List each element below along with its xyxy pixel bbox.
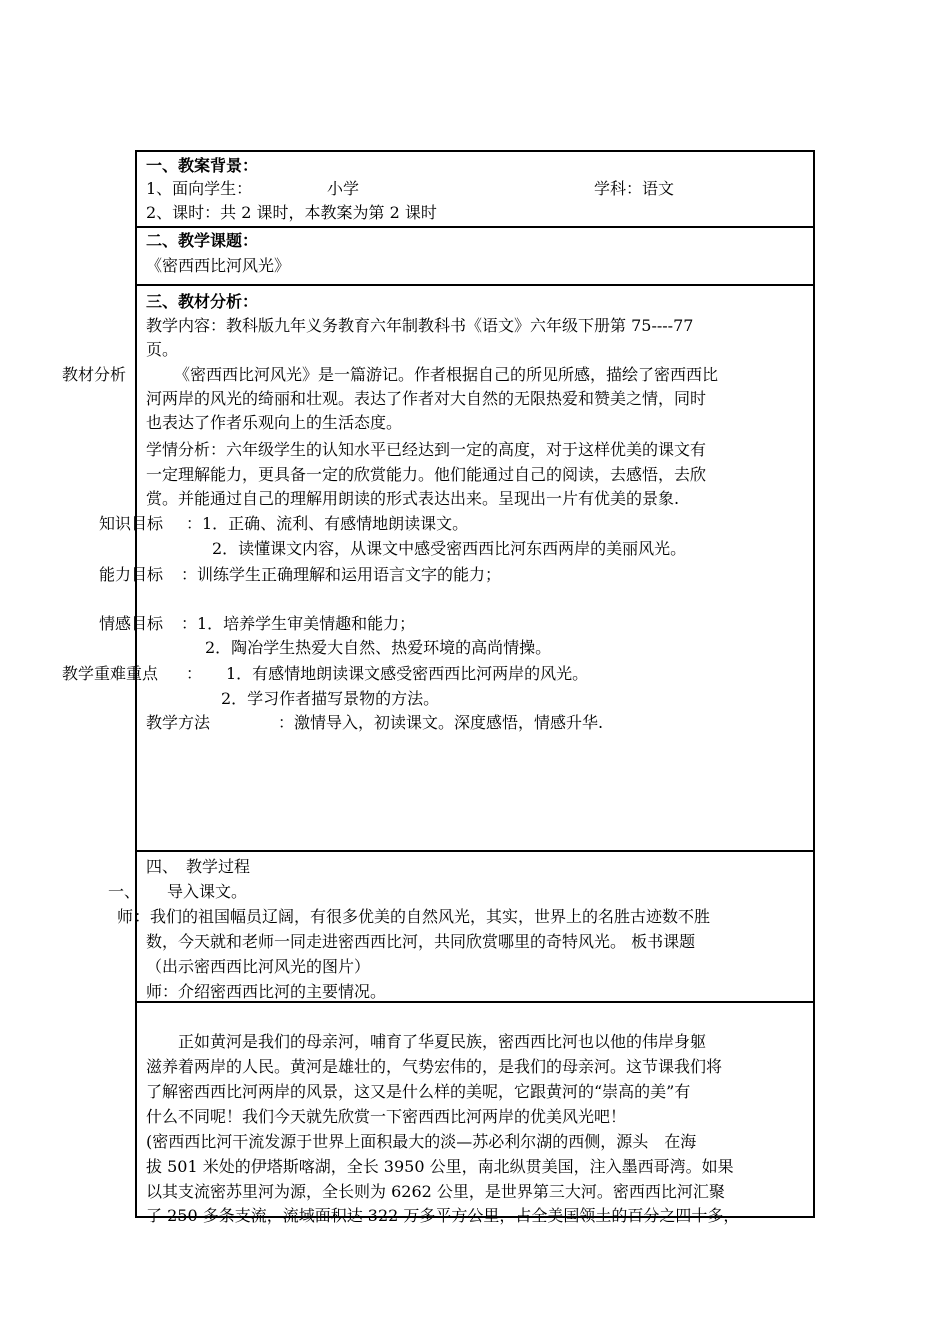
body-line: 了解密西西比河两岸的风景，这又是什么样的美呢，它跟黄河的“崇高的美”有 — [146, 1082, 691, 1101]
keypoint-1: ： 1．有感情地朗读课文感受密西西比河两岸的风光。 — [186, 664, 589, 683]
table-divider — [135, 284, 815, 286]
teacher-label: 师 — [117, 907, 134, 926]
emotion-goal-label: 情感目标 — [99, 614, 164, 633]
content-line: 页。 — [146, 340, 179, 359]
target-students-label: 1、面向学生： — [146, 179, 253, 198]
ability-goal-label: 能力目标 — [99, 565, 164, 584]
intro-line: ：我们的祖国幅员辽阔，有很多优美的自然风光，其实，世界上的名胜古迹数不胜 — [134, 907, 711, 926]
keypoint-2: 2．学习作者描写景物的方法。 — [221, 689, 440, 708]
method-text: ：激情导入，初读课文。深度感悟，情感升华. — [278, 713, 604, 732]
knowledge-goal-1: ：1．正确、流利、有感情地朗读课文。 — [186, 514, 469, 533]
section4-heading: 四、 教学过程 — [146, 857, 251, 876]
step1-number: 一、 — [108, 882, 141, 901]
analysis-side-label: 教材分析 — [62, 365, 127, 384]
method-label: 教学方法 — [146, 713, 211, 732]
emotion-goal-1: ：1．培养学生审美情趣和能力； — [181, 614, 416, 633]
intro-line: 师：介绍密西西比河的主要情况。 — [146, 982, 387, 1001]
table-divider — [135, 226, 815, 228]
student-analysis-line: 一定理解能力，更具备一定的欣赏能力。他们能通过自己的阅读，去感悟，去欣 — [146, 465, 707, 484]
emotion-goal-2: 2．陶冶学生热爱大自然、热爱环境的高尚情操。 — [205, 638, 552, 657]
body-line: (密西西比河干流发源于世界上面积最大的淡—苏必利尔湖的西侧，源头 在海 — [146, 1132, 697, 1151]
body-line: 什么不同呢！我们今天就先欣赏一下密西西比河两岸的优美风光吧！ — [146, 1107, 627, 1126]
section2-heading: 二、教学课题： — [146, 231, 259, 250]
body-line: 滋养着两岸的人民。黄河是雄壮的，气势宏伟的，是我们的母亲河。这节课我们将 — [146, 1057, 723, 1076]
body-line: 了 250 多条支流，流域面积达 322 万多平方公里，占全美国领土的百分之四十多， — [146, 1206, 740, 1225]
knowledge-goal-label: 知识目标 — [99, 514, 164, 533]
keypoint-label: 教学重难重点 — [62, 664, 159, 683]
class-hours-text: 2、课时：共 2 课时，本教案为第 2 课时 — [146, 203, 437, 222]
analysis-line: 也表达了作者乐观向上的生活态度。 — [146, 413, 403, 432]
lesson-title: 《密西西比河风光》 — [146, 256, 291, 275]
subject-text: 学科：语文 — [594, 179, 675, 198]
target-students-value: 小学 — [327, 179, 360, 198]
body-line: 以其支流密苏里河为源，全长则为 6262 公里，是世界第三大河。密西西比河汇聚 — [146, 1182, 725, 1201]
content-line: 教学内容：教科版九年义务教育六年制教科书《语文》六年级下册第 75----77 — [146, 316, 694, 335]
section1-heading: 一、教案背景： — [146, 156, 259, 175]
ability-goal: ：训练学生正确理解和运用语言文字的能力； — [181, 565, 502, 584]
section3-heading: 三、教材分析： — [146, 292, 259, 311]
student-analysis-line: 学情分析：六年级学生的认知水平已经达到一定的高度，对于这样优美的课文有 — [146, 440, 707, 459]
intro-line: （出示密西西比河风光的图片） — [146, 957, 371, 976]
analysis-line: 河两岸的风光的绮丽和壮观。表达了作者对大自然的无限热爱和赞美之情，同时 — [146, 389, 707, 408]
knowledge-goal-2: 2．读懂课文内容，从课文中感受密西西比河东西两岸的美丽风光。 — [212, 539, 687, 558]
table-divider — [135, 850, 815, 852]
analysis-line: 《密西西比河风光》是一篇游记。作者根据自己的所见所感，描绘了密西西比 — [174, 365, 719, 384]
student-analysis-line: 赏。并能通过自己的理解用朗读的形式表达出来。呈现出一片有优美的景象. — [146, 489, 680, 508]
step1-title: 导入课文。 — [167, 882, 248, 901]
intro-line: 数，今天就和老师一同走进密西西比河，共同欣赏哪里的奇特风光。 板书课题 — [146, 932, 696, 951]
body-line: 拔 501 米处的伊塔斯喀湖，全长 3950 公里，南北纵贯美国，注入墨西哥湾。如果 — [146, 1157, 734, 1176]
body-line: 正如黄河是我们的母亲河，哺育了华夏民族，密西西比河也以他的伟岸身躯 — [146, 1032, 707, 1051]
